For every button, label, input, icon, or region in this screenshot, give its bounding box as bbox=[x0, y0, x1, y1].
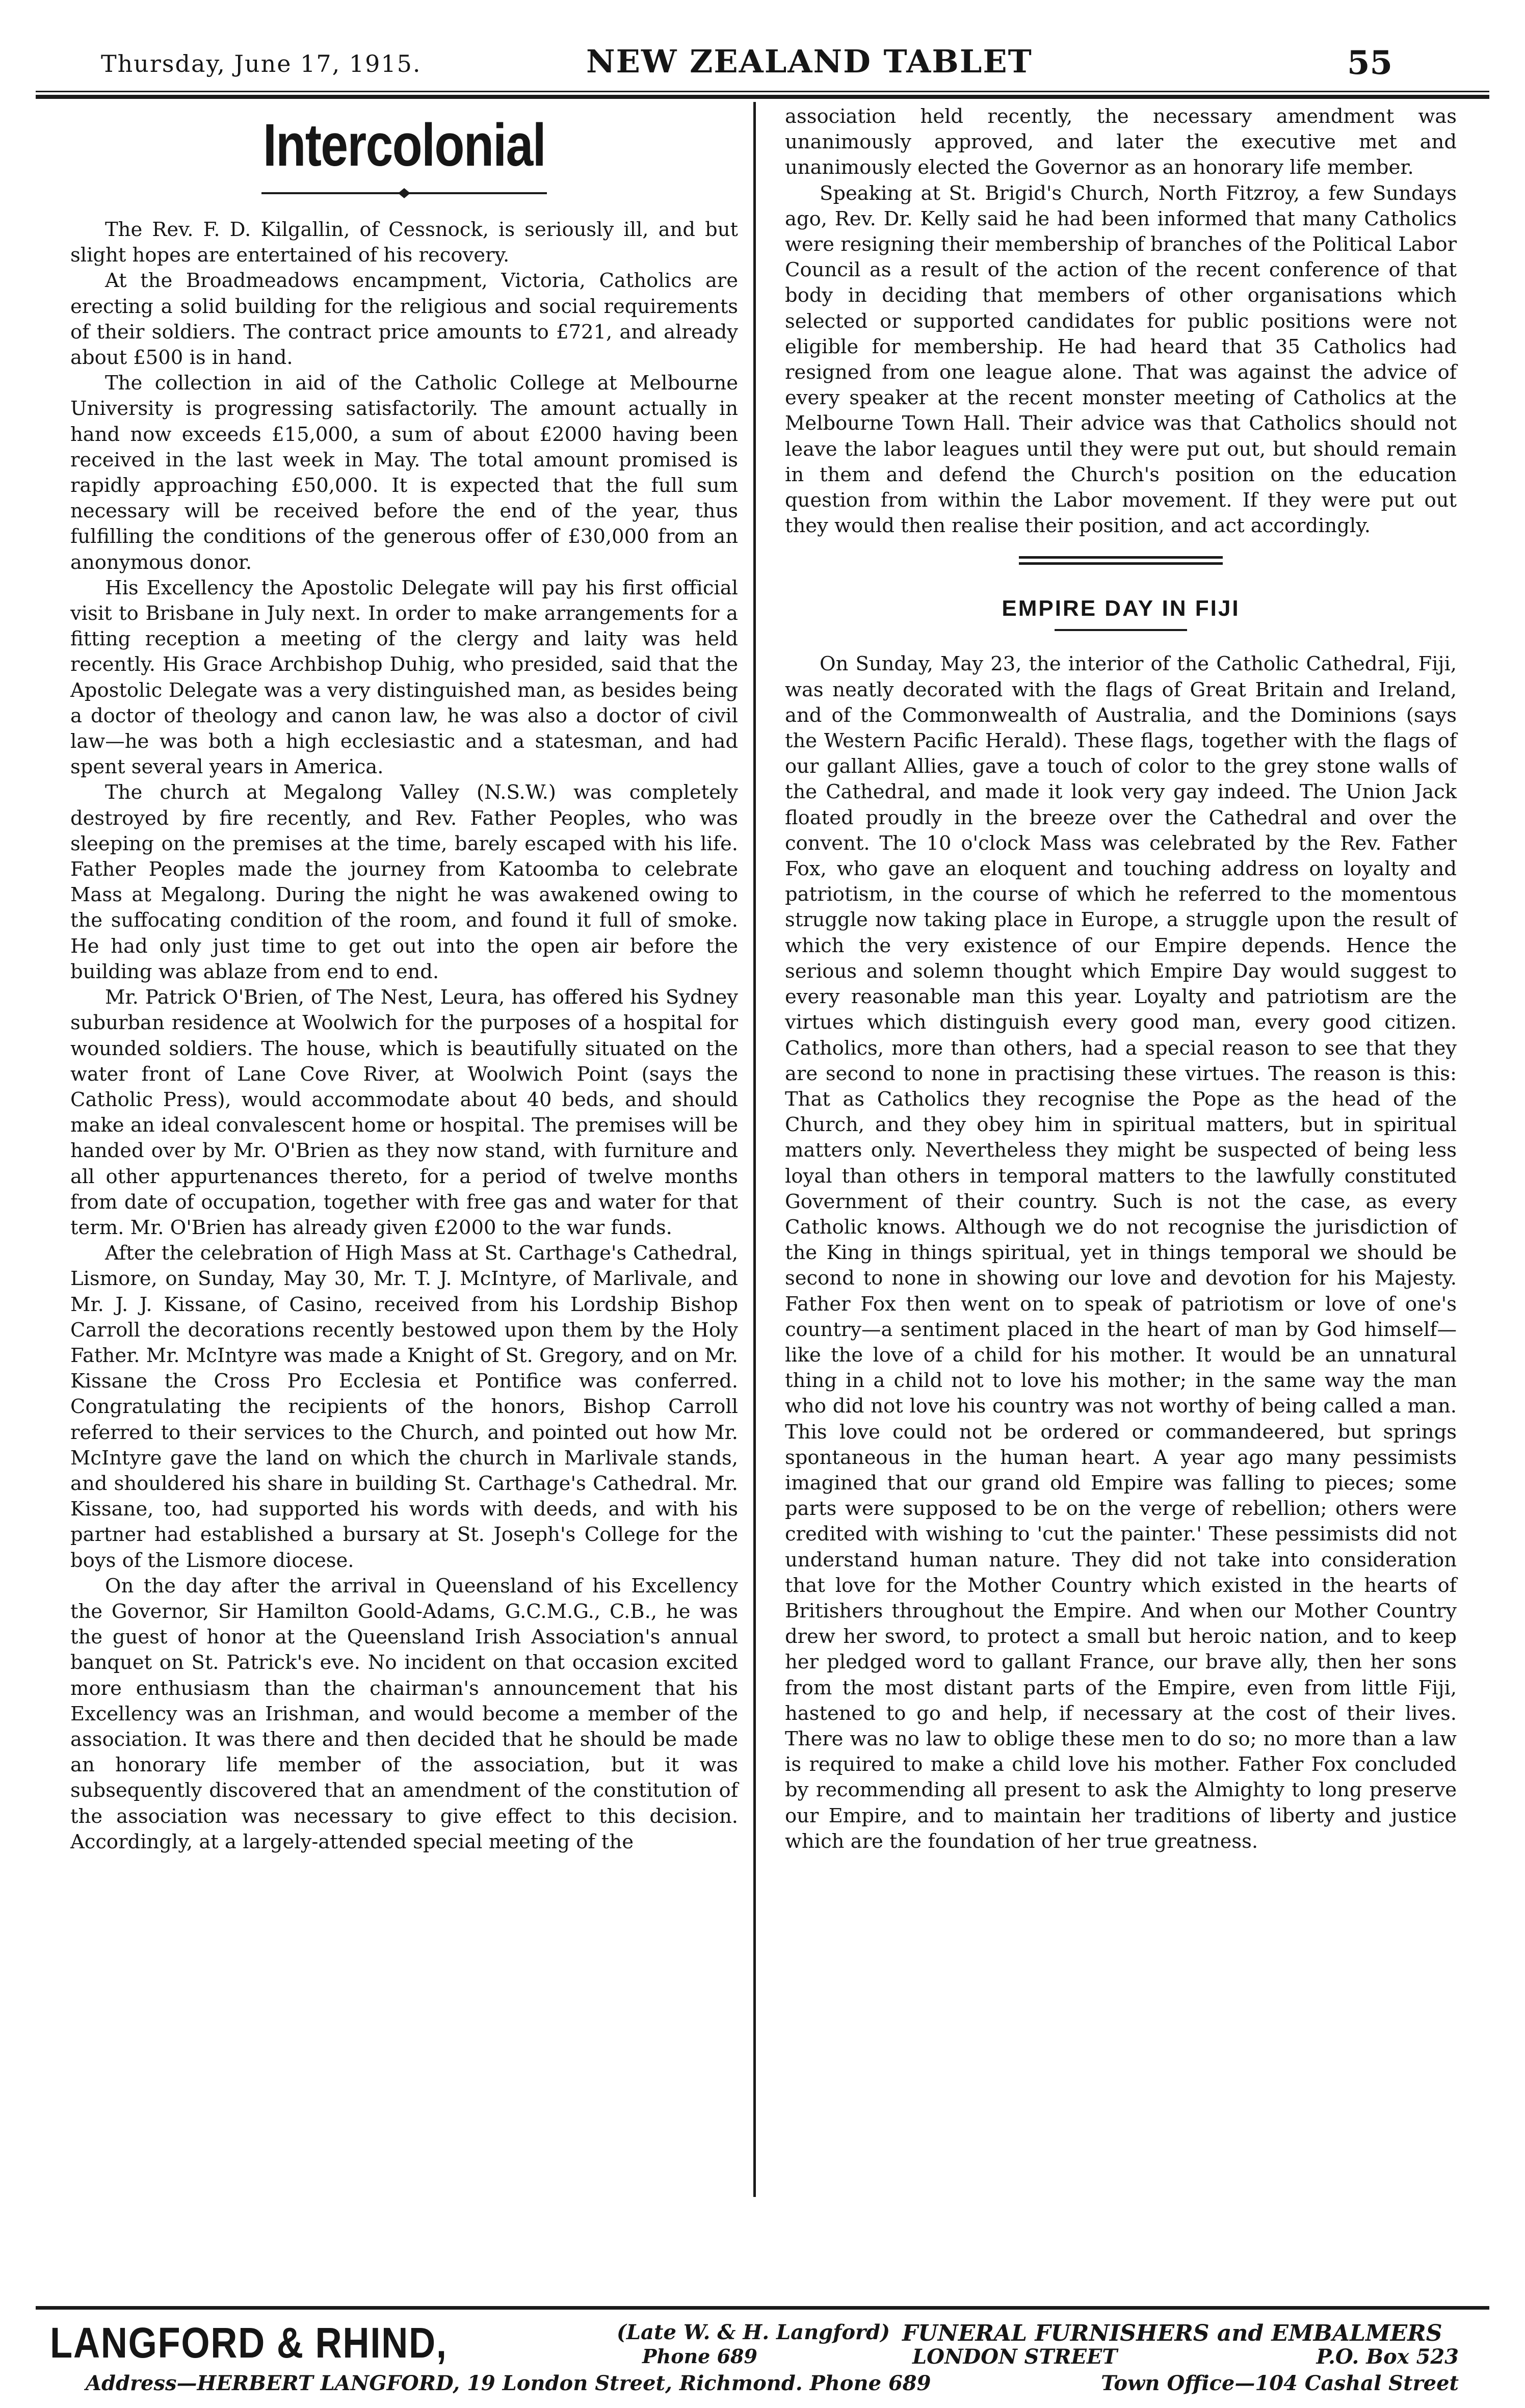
issue-date: Thursday, June 17, 1915. bbox=[101, 50, 422, 77]
news-item: The Rev. F. D. Kilgallin, of Cessnock, is seriously ill, and but slight hopes are entertained of his recovery. bbox=[70, 218, 738, 267]
ad-brand: LANGFORD & RHIND, bbox=[50, 2319, 448, 2367]
ad-town-office: Town Office—104 Cashal Street bbox=[1101, 2371, 1459, 2395]
right-column bbox=[785, 104, 1457, 1854]
advertisement bbox=[36, 2306, 1489, 2408]
news-item: Speaking at St. Brigid's Church, North Fitzroy, a few Sundays ago, Rev. Dr. Kelly said he had been informed that many Catholics were resigning their membership of branches of the Political Labor Council as a result of the action of the recent conference of that body in deciding that members of other organisations which selected or supported candidates for public positions were not eligible for membership. He had heard that 35 Catholics had resigned from one league alone. That was against the advice of every speaker at the recent monster meeting of Catholics at the Melbourne Town Hall. Their advice was that Catholics should not leave the labor leagues until they were put out, but should remain in them and defend the Church's position on the education question from within the Labor movement. If they were put out they would then realise their position, and act accordingly. bbox=[785, 181, 1457, 538]
news-item: At the Broadmeadows encampment, Victoria, Catholics are erecting a solid building for the religious and social requirements of their soldiers. The contract price amounts to £721, and already about £500 is in hand. bbox=[70, 269, 738, 370]
continued-paragraph: association held recently, the necessary amendment was unanimously approved, and later the executive met and unanimously elected the Governor as an honorary life member. bbox=[785, 105, 1457, 179]
news-item: Mr. Patrick O'Brien, of The Nest, Leura, has offered his Sydney suburban residence at Woolwich for the purposes of a hospital for wounded soldiers. The house, which is beautifully situated on the water front of Lane Cove River, at Woolwich Point (says the Catholic Press), would accommodate about 40 beds, and should make an ideal convalescent home or hospital. The premises will be handed over by Mr. O'Brien as they now stand, with furniture and all other appurtenances thereto, for a period of twelve months from date of occupation, together with free gas and water for that term. Mr. O'Brien has already given £2000 to the war funds. bbox=[70, 986, 738, 1239]
ad-former-name: (Late W. & H. Langford) bbox=[617, 2320, 890, 2344]
news-item: After the celebration of High Mass at St. Carthage's Cathedral, Lismore, on Sunday, May 30, Mr. T. J. McIntyre, of Marlivale, and Mr. J. J. Kissane, of Casino, received from his Lordship Bishop Carroll the decorations recently bestowed upon them by the Holy Father. Mr. McIntyre was made a Knight of St. Gregory, and on Mr. Kissane the Cross Pro Ecclesia et Pontifice was conferred. Congratulating the recipients of the honors, Bishop Carroll referred to their services to the Church, and pointed out how Mr. McIntyre gave the land on which the church in Marlivale stands, and shouldered his share in building St. Carthage's Cathedral. Mr. Kissane, too, had supported his words with deeds, and with his partner had established a bursary at St. Joseph's College for the boys of the Lismore diocese. bbox=[70, 1242, 738, 1572]
publication-title: NEW ZEALAND TABLET bbox=[586, 43, 1033, 80]
page-number: 55 bbox=[1347, 44, 1392, 82]
ad-po-box: P.O. Box 523 bbox=[1316, 2345, 1459, 2369]
ad-street: LONDON STREET bbox=[912, 2345, 1118, 2369]
ad-services: FUNERAL FURNISHERS and EMBALMERS bbox=[902, 2320, 1442, 2346]
news-item: His Excellency the Apostolic Delegate will pay his first official visit to Brisbane in July next. In order to make arrangements for a fitting reception a meeting of the clergy and laity was held recently. His Grace Archbishop Duhig, who presided, said that the Apostolic Delegate was a very distinguished man, as besides being a doctor of theology and canon law, he was also a doctor of civil law—he was both a high ecclesiastic and a statesman, and had spent several years in America. bbox=[70, 576, 738, 779]
article-body: On Sunday, May 23, the interior of the Catholic Cathedral, Fiji, was neatly decorated with the flags of Great Britain and Ireland, and of the Commonwealth of Australia, and the Dominions (says the Western Pacific Herald). These flags, together with the flags of our gallant Allies, gave a touch of color to the grey stone walls of the Cathedral, and made it look very gay indeed. The Union Jack floated proudly in the breeze over the Cathedral and over the convent. The 10 o'clock Mass was celebrated by the Rev. Father Fox, who gave an eloquent and touching address on loyalty and patriotism, in the course of which he referred to the momentous struggle now taking place in Europe, a struggle upon the result of which the very existence of our Empire depends. Hence the serious and solemn thought which Empire Day would suggest to every reasonable man this year. Loyalty and patriotism are the virtues which distinguish every good man, every good citizen. Catholics, more than others, had a special reason to see that they are second to none in practising these virtues. The reason is this: That as Catholics they recognise the Pope as the head of the Church, and they obey him in spiritual matters, but in spiritual matters only. Nevertheless they might be suspected of being less loyal than others in temporal matters to the lawfully constituted Government of their country. Such is not the case, as every Catholic knows. Although we do not recognise the jurisdiction of the King in things spiritual, yet in things temporal we should be second to none in showing our love and devotion for his Majesty. Father Fox then went on to speak of patriotism or love of one's country—a sentiment placed in the heart of man by God himself—like the love of a child for his mother. It would be an unnatural thing in a child not to love his mother; in the same way the man who did not love his country was not worthy of being called a man. This love could not be ordered or commandeered, but springs spontaneous in the human heart. A year ago many pessimists imagined that our grand old Empire was falling to pieces; some parts were supposed to be on the verge of rebellion; others were credited with wishing to 'cut the painter.' These pessimists did not understand human nature. They did not take into consideration that love for the Mother Country which existed in the hearts of Britishers throughout the Empire. And when our Mother Country drew her sword, to protect a small but heroic nation, and to keep her pledged word to gallant France, our brave ally, then her sons from the most distant parts of the Empire, even from little Fiji, hastened to go and help, if necessary at the cost of their lives. There was no law to oblige these men to do so; no more than a law is required to make a child love his mother. Father Fox concluded by recommending all present to ask the Almighty to long preserve our Empire, and to maintain her traditions of liberty and justice which are the foundation of her true greatness. bbox=[785, 652, 1457, 1853]
header-rule-thin bbox=[36, 91, 1489, 92]
article-title: EMPIRE DAY IN FIJI bbox=[1002, 596, 1240, 621]
news-item: The church at Megalong Valley (N.S.W.) was completely destroyed by fire recently, and Rev. Father Peoples, who was sleeping on the premises at the time, barely escaped with his life. Father Peoples made the journey from Katoomba to celebrate Mass at Megalong. During the night he was awakened owing to the suffocating condition of the room, and found it full of smoke. He had only just time to get out into the open air before the building was ablaze from end to end. bbox=[70, 781, 738, 983]
section-title: Intercolonial bbox=[263, 112, 545, 179]
header-rule-thick bbox=[36, 95, 1489, 99]
news-item: On the day after the arrival in Queensland of his Excellency the Governor, Sir Hamilton Goold-Adams, G.C.M.G., C.B., he was the guest of honor at the Queensland Irish Association's annual banquet on St. Patrick's eve. No incident on that occasion excited more enthusiasm than the chairman's announcement that his Excellency was an Irishman, and would become a member of the association. It was there and then decided that he should be made an honorary life member of the association, but it was subsequently discovered that an amendment of the constitution of the association was necessary to give effect to this decision. Accordingly, at a largely-attended special meeting of the bbox=[70, 1574, 738, 1853]
title-ornament bbox=[261, 188, 547, 199]
ad-phone: Phone 689 bbox=[642, 2345, 757, 2368]
section-separator bbox=[1019, 556, 1223, 565]
advertisement-rule bbox=[36, 2306, 1489, 2310]
article-title-rule bbox=[1055, 629, 1187, 631]
news-item: The collection in aid of the Catholic College at Melbourne University is progressing satisfactorily. The amount actually in hand now exceeds £15,000, a sum of about £2000 having been received in the last week in May. The total amount promised is rapidly approaching £50,000. It is expected that the full sum necessary will be received before the end of the year, thus fulfilling the conditions of the generous offer of £30,000 from an anonymous donor. bbox=[70, 372, 738, 574]
left-column bbox=[70, 102, 738, 1855]
column-divider bbox=[753, 102, 756, 2197]
page-header bbox=[31, 42, 1494, 93]
ad-address: Address—HERBERT LANGFORD, 19 London Street, Richmond. Phone 689 bbox=[86, 2371, 931, 2395]
